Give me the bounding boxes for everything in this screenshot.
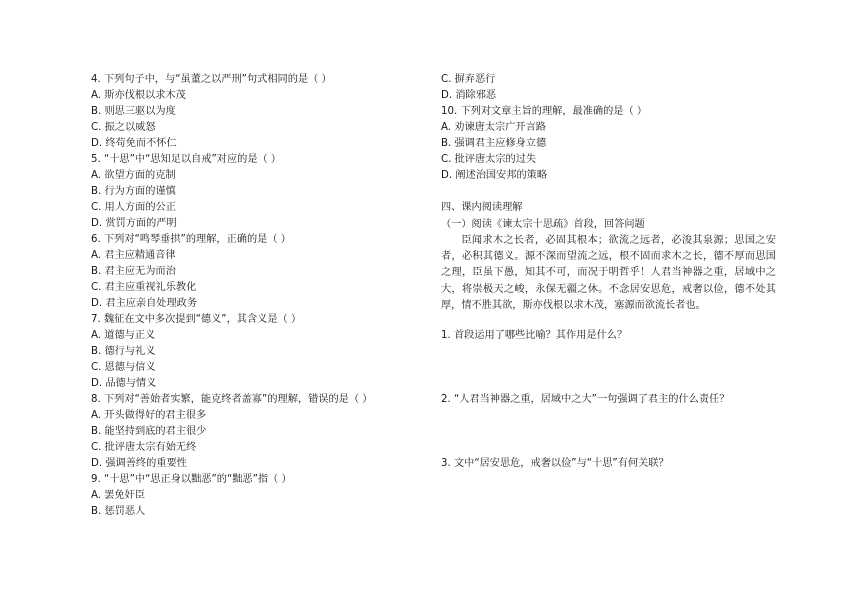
question-10-option-c: C. 批评唐太宗的过失 — [441, 154, 537, 165]
reading-question-3: 3. 文中“居安思危，戒奢以俭”与“十思”有何关联？ — [441, 458, 669, 469]
question-5-option-d: D. 赏罚方面的严明 — [91, 218, 177, 229]
question-7-option-b: B. 德行与礼义 — [91, 346, 156, 357]
question-7-option-d: D. 品德与情义 — [91, 378, 157, 389]
question-5-option-c: C. 用人方面的公正 — [91, 202, 176, 213]
question-5-option-b: B. 行为方面的谨慎 — [91, 186, 176, 197]
question-4-option-b: B. 则思三驱以为度 — [91, 106, 176, 117]
reading-question-2: 2. “人君当神器之重，居域中之大”一句强调了君主的什么责任？ — [441, 394, 730, 405]
passage-text: 臣闻求木之长者，必固其根本；欲流之远者，必浚其泉源；思国之安者，必积其德义。源不深而望流之远，根不固而求木之长，德不厚而思国之理，臣虽下愚，知其不可，而况于明哲乎！人君当神器之重，居域中之大，将崇极天之峻，永保无疆之休。不念居安思危，戒奢以俭，德不处其厚，情不胜其欲，斯亦伐根以求木茂，塞源而欲流长者也。 — [441, 235, 776, 311]
section-title: 四、课内阅读理解 — [441, 202, 523, 213]
subsection-title: （一）阅读《谏太宗十思疏》首段，回答问题 — [441, 219, 645, 230]
question-8-option-c: C. 批评唐太宗有始无终 — [91, 442, 197, 453]
reading-question-1: 1. 首段运用了哪些比喻？其作用是什么？ — [441, 330, 628, 341]
question-6-option-d: D. 君主应亲自处理政务 — [91, 298, 198, 309]
question-9-option-a: A. 罢免奸臣 — [91, 490, 146, 501]
question-6-option-a: A. 君主应精通音律 — [91, 250, 176, 261]
question-8-option-a: A. 开头做得好的君主很多 — [91, 410, 207, 421]
question-4-option-a: A. 斯亦伐根以求木茂 — [91, 90, 186, 101]
question-8-stem: 8. 下列对“善始者实繁，能克终者盖寡”的理解，错误的是（ ） — [91, 394, 373, 405]
question-9-option-d: D. 消除邪恶 — [441, 90, 497, 101]
question-6-stem: 6. 下列对“鸣琴垂拱”的理解，正确的是（ ） — [91, 234, 291, 245]
question-6-option-b: B. 君主应无为而治 — [91, 266, 176, 277]
question-9-option-c: C. 摒弃恶行 — [441, 74, 496, 85]
question-10-option-d: D. 阐述治国安邦的策略 — [441, 170, 548, 181]
question-8-option-d: D. 强调善终的重要性 — [91, 458, 187, 469]
reading-passage — [441, 233, 776, 314]
question-7-option-c: C. 恩德与信义 — [91, 362, 156, 373]
question-7-option-a: A. 道德与正义 — [91, 330, 156, 341]
question-8-option-b: B. 能坚持到底的君主很少 — [91, 426, 207, 437]
question-9-option-b: B. 惩罚恶人 — [91, 506, 146, 517]
question-6-option-c: C. 君主应重视礼乐教化 — [91, 282, 197, 293]
question-4-stem: 4. 下列句子中，与“虽董之以严刑”句式相同的是（ ） — [91, 74, 332, 85]
question-4-option-d: D. 终苟免而不怀仁 — [91, 138, 177, 149]
question-7-stem: 7. 魏征在文中多次提到“德义”，其含义是（ ） — [91, 314, 302, 325]
question-10-option-b: B. 强调君主应修身立德 — [441, 138, 547, 149]
question-10-stem: 10. 下列对文章主旨的理解，最准确的是（ ） — [441, 106, 648, 117]
question-4-option-c: C. 振之以威怒 — [91, 122, 156, 133]
question-9-stem: 9. “十思”中“思正身以黜恶”的“黜恶”指（ ） — [91, 474, 292, 485]
question-5-stem: 5. “十思”中“思知足以自戒”对应的是（ ） — [91, 154, 282, 165]
question-10-option-a: A. 劝谏唐太宗广开言路 — [441, 122, 546, 133]
question-5-option-a: A. 欲望方面的克制 — [91, 170, 176, 181]
